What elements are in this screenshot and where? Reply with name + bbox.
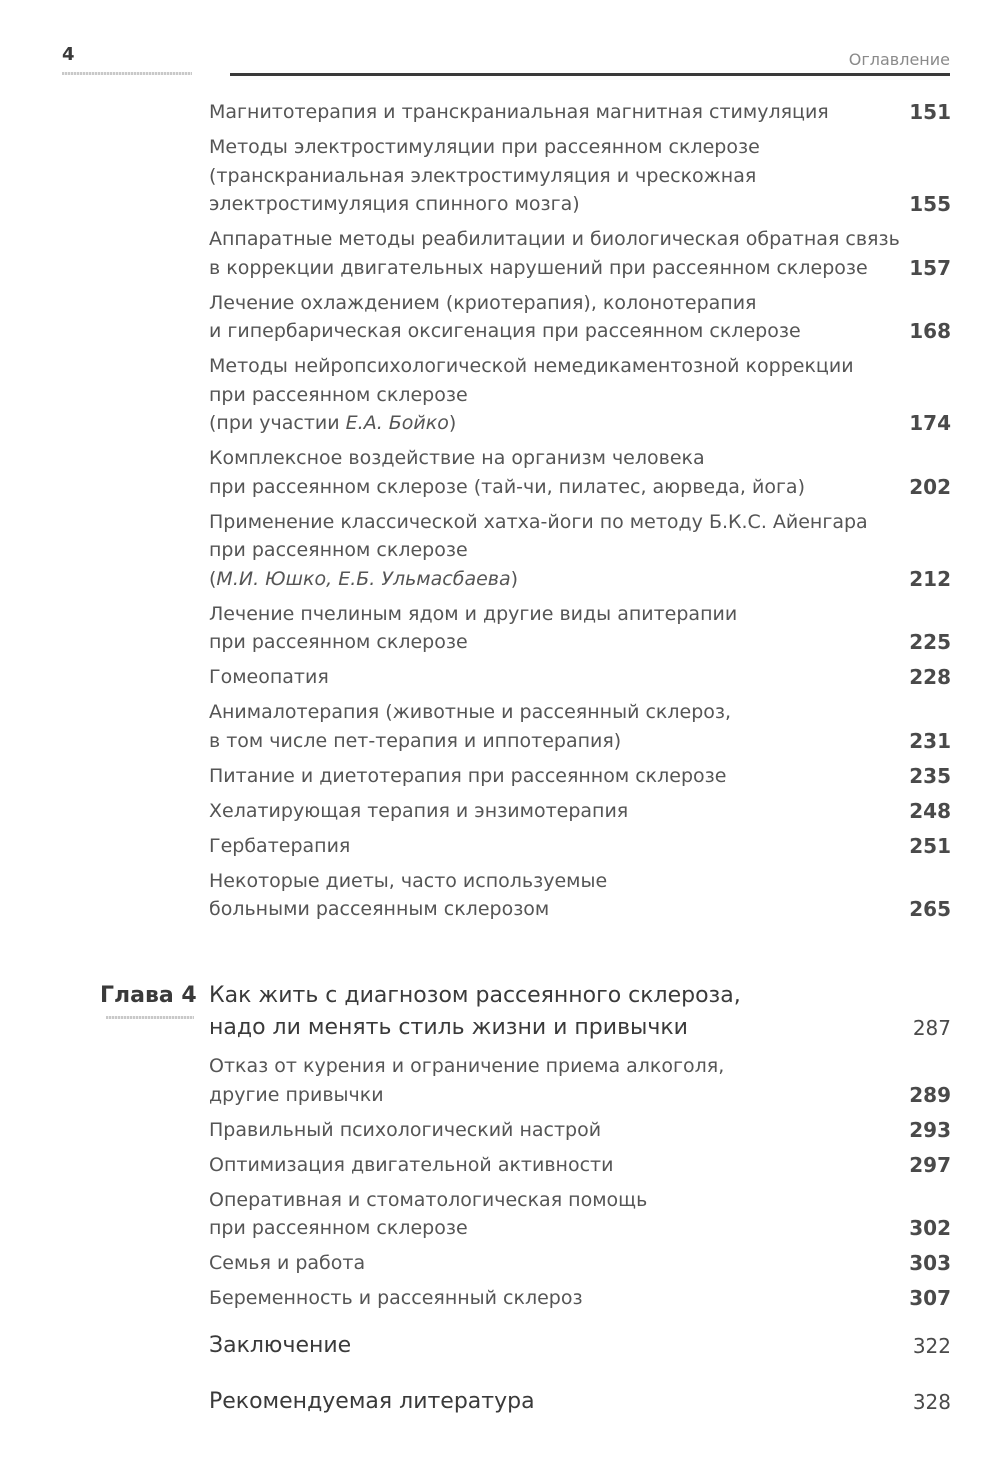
entry-text: Оперативная и стоматологическая помощь bbox=[209, 1188, 648, 1211]
entry-text: Семья и работа bbox=[209, 1252, 366, 1274]
toc-entry-conclusion[interactable] bbox=[209, 1330, 951, 1362]
entry-text: Методы нейропсихологической немедикаментозной коррекции bbox=[209, 355, 854, 377]
toc-list bbox=[209, 98, 951, 930]
chapter-title: надо ли менять стиль жизни и привычки bbox=[209, 1015, 688, 1040]
toc-entry[interactable] bbox=[209, 1116, 951, 1145]
toc-entry[interactable] bbox=[209, 98, 951, 127]
entry-text: при рассеянном склерозе (тай-чи, пилатес, аюрведа, йога) bbox=[209, 475, 805, 498]
chapter-title-entry[interactable] bbox=[209, 980, 951, 1044]
conclusion-title: Заключение bbox=[209, 1333, 352, 1358]
entry-text: Гомеопатия bbox=[209, 666, 329, 688]
toc-entry[interactable] bbox=[209, 1151, 951, 1180]
entry-page: 235 bbox=[909, 763, 951, 788]
entry-text: электростимуляция спинного мозга) bbox=[209, 193, 580, 215]
toc-entry[interactable] bbox=[209, 508, 951, 594]
toc-entry[interactable] bbox=[209, 867, 951, 924]
entry-text: в коррекции двигательных нарушений при рассеянном склерозе bbox=[209, 256, 868, 279]
entry-page: 168 bbox=[909, 319, 951, 343]
entry-text: в том числе пет-терапия и иппотерапия) bbox=[209, 729, 622, 752]
entry-page: 303 bbox=[909, 1251, 951, 1275]
entry-text: при рассеянном склерозе bbox=[209, 1217, 468, 1239]
entry-page: 289 bbox=[909, 1082, 951, 1107]
entry-text: при рассеянном склерозе bbox=[209, 631, 468, 653]
entry-page: 155 bbox=[909, 192, 951, 216]
entry-text: Магнитотерапия и транскраниальная магнитная стимуляция bbox=[209, 101, 829, 123]
entry-text: Комплексное воздействие на организм человека bbox=[209, 447, 705, 469]
entry-text-credit bbox=[209, 409, 871, 438]
running-header: Оглавление bbox=[848, 50, 950, 69]
entry-text: другие привычки bbox=[209, 1083, 384, 1106]
credit-suffix: ) bbox=[448, 412, 457, 434]
entry-text: Гербатерапия bbox=[209, 834, 351, 857]
page-number: 4 bbox=[62, 44, 75, 65]
toc-entry[interactable] bbox=[209, 797, 951, 826]
entry-page: 157 bbox=[909, 255, 951, 280]
toc-entry[interactable] bbox=[209, 1052, 951, 1109]
entry-text: Беременность и рассеянный склероз bbox=[209, 1287, 583, 1309]
toc-entry[interactable] bbox=[209, 352, 951, 438]
entry-page: 174 bbox=[909, 411, 951, 435]
entry-text: (транскраниальная электростимуляция и чрескожная bbox=[209, 164, 757, 187]
toc-entry[interactable] bbox=[209, 225, 951, 282]
credit-suffix: ) bbox=[510, 567, 519, 590]
chapter-label-rule bbox=[106, 1016, 194, 1019]
entry-text: Методы электростимуляции при рассеянном склерозе bbox=[209, 136, 760, 158]
toc-entry[interactable] bbox=[209, 289, 951, 346]
entry-text: Применение классической хатха-йоги по методу Б.К.С. Айенгара bbox=[209, 510, 868, 533]
header-rule bbox=[230, 73, 950, 76]
entry-text: Правильный психологический настрой bbox=[209, 1118, 602, 1141]
entry-text: Питание и диетотерапия при рассеянном склерозе bbox=[209, 764, 727, 787]
credit-author: М.И. Юшко, Е.Б. Ульмасбаева bbox=[216, 567, 511, 590]
toc-entry[interactable] bbox=[209, 1284, 951, 1313]
entry-text: Лечение охлаждением (криотерапия), колонотерапия bbox=[209, 291, 757, 314]
chapter-page: 287 bbox=[912, 1016, 951, 1040]
credit-prefix: ( bbox=[209, 567, 217, 590]
conclusion-page: 322 bbox=[912, 1334, 951, 1358]
entry-text: больными рассеянным склерозом bbox=[209, 898, 550, 920]
toc-entry[interactable] bbox=[209, 762, 951, 791]
entry-page: 231 bbox=[909, 728, 951, 753]
entry-text: Анималотерапия (животные и рассеянный склероз, bbox=[209, 701, 732, 723]
entry-page: 307 bbox=[909, 1286, 951, 1310]
chapter-4-entries bbox=[209, 1052, 951, 1319]
entry-page: 228 bbox=[909, 665, 951, 689]
entry-page: 297 bbox=[909, 1152, 951, 1177]
page-number-rule bbox=[62, 72, 192, 75]
entry-text: Некоторые диеты, часто используемые bbox=[209, 869, 608, 892]
literature-title: Рекомендуемая литература bbox=[209, 1389, 535, 1414]
entry-page: 212 bbox=[909, 566, 951, 591]
entry-page: 248 bbox=[909, 798, 951, 823]
entry-page: 202 bbox=[909, 474, 951, 499]
entry-text: Хелатирующая терапия и энзимотерапия bbox=[209, 799, 629, 822]
entry-text-credit bbox=[209, 565, 871, 594]
entry-page: 151 bbox=[909, 100, 951, 124]
toc-entry[interactable] bbox=[209, 133, 951, 219]
toc-entry[interactable] bbox=[209, 663, 951, 692]
toc-entry[interactable] bbox=[209, 832, 951, 861]
toc-entry[interactable] bbox=[209, 600, 951, 657]
toc-entry[interactable] bbox=[209, 1186, 951, 1243]
credit-prefix: (при участии bbox=[209, 412, 346, 434]
literature-page: 328 bbox=[912, 1390, 951, 1414]
entry-text: Аппаратные методы реабилитации и биологическая обратная связь bbox=[209, 228, 900, 250]
chapter-label: Глава 4 bbox=[100, 983, 197, 1008]
toc-entry-literature[interactable] bbox=[209, 1386, 951, 1418]
chapter-4-heading bbox=[100, 980, 951, 1044]
entry-text: Отказ от курения и ограничение приема алкоголя, bbox=[209, 1055, 725, 1077]
entry-text: и гипербарическая оксигенация при рассеянном склерозе bbox=[209, 320, 801, 342]
toc-entry[interactable] bbox=[209, 444, 951, 501]
entry-text: при рассеянном склерозе bbox=[209, 539, 468, 561]
toc-entry[interactable] bbox=[209, 698, 951, 755]
entry-text: Оптимизация двигательной активности bbox=[209, 1153, 614, 1176]
entry-text: Лечение пчелиным ядом и другие виды апитерапии bbox=[209, 602, 738, 625]
toc-entry[interactable] bbox=[209, 1249, 951, 1278]
entry-page: 302 bbox=[909, 1216, 951, 1240]
entry-page: 293 bbox=[909, 1117, 951, 1142]
entry-page: 265 bbox=[909, 897, 951, 921]
entry-page: 251 bbox=[909, 833, 951, 858]
entry-text: при рассеянном склерозе bbox=[209, 383, 468, 406]
credit-author: Е.А. Бойко bbox=[345, 412, 449, 434]
entry-page: 225 bbox=[909, 630, 951, 654]
chapter-title: Как жить с диагнозом рассеянного склероза, bbox=[209, 983, 741, 1008]
